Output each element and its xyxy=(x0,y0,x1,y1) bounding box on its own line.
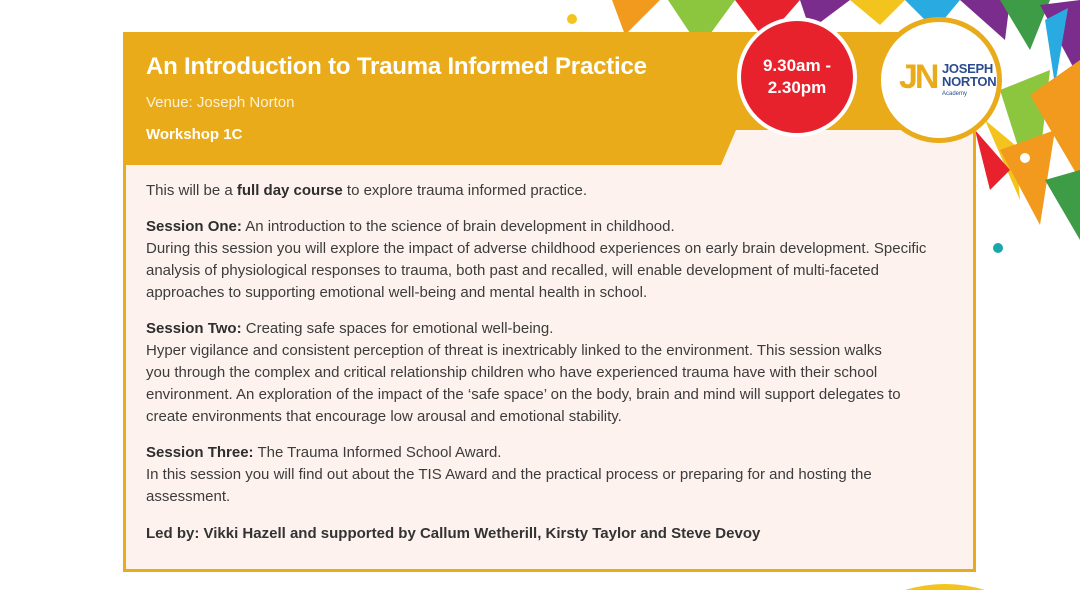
session-three-text: In this session you will find out about the TIS Award and the practical process or preparing for and hosting the assessment. xyxy=(146,466,872,505)
session-three-subtitle: The Trauma Informed School Award. xyxy=(253,444,502,461)
workshop-label: Workshop 1C xyxy=(146,126,243,143)
session-one-text: During this session you will explore the impact of adverse childhood experiences on early brain development. Specific analysis of physiological responses to trauma, both past and recalled, will enable development of multi-faceted approaches to supporting emotional well-being and mental health in school. xyxy=(146,240,927,301)
session-three xyxy=(146,442,956,508)
time-badge xyxy=(737,17,857,137)
course-description xyxy=(146,180,956,522)
session-one-subtitle: An introduction to the science of brain development in childhood. xyxy=(241,218,675,235)
intro-prefix: This will be a xyxy=(146,182,237,199)
session-two-text: Hyper vigilance and consistent perception of threat is inextricably linked to the environment. This session walks you through the complex and critical relationship children who have experienced trauma have with their school environment. An exploration of the impact of the ‘safe space’ on the body, brain and mind will support delegates to create environments that encourage low arousal and emotional stability. xyxy=(146,342,901,425)
session-two-subtitle: Creating safe spaces for emotional well-being. xyxy=(241,320,554,337)
session-two xyxy=(146,318,956,428)
logo-name-line1: JOSEPH xyxy=(942,61,993,76)
logo-name-line2: NORTON xyxy=(942,74,997,89)
event-venue: Venue: Joseph Norton xyxy=(146,94,295,111)
time-text: 9.30am - 2.30pm xyxy=(762,56,832,97)
session-three-heading: Session Three: xyxy=(146,444,254,461)
logo-mark: JN xyxy=(899,58,937,96)
intro-suffix: to explore trauma informed practice. xyxy=(342,182,588,199)
session-two-heading: Session Two: xyxy=(146,320,242,337)
intro-emphasis: full day course xyxy=(236,182,343,199)
event-title: An Introduction to Trauma Informed Practice xyxy=(146,53,647,80)
school-logo xyxy=(876,17,1002,143)
session-one-heading: Session One: xyxy=(146,218,242,235)
led-by: Led by: Vikki Hazell and supported by Callum Wetherill, Kirsty Taylor and Steve Devoy xyxy=(146,525,761,542)
workshop-card xyxy=(123,32,976,572)
logo-subtitle: Academy xyxy=(942,91,968,97)
intro-paragraph xyxy=(146,180,956,202)
session-one xyxy=(146,216,956,304)
logo-name xyxy=(942,62,996,88)
